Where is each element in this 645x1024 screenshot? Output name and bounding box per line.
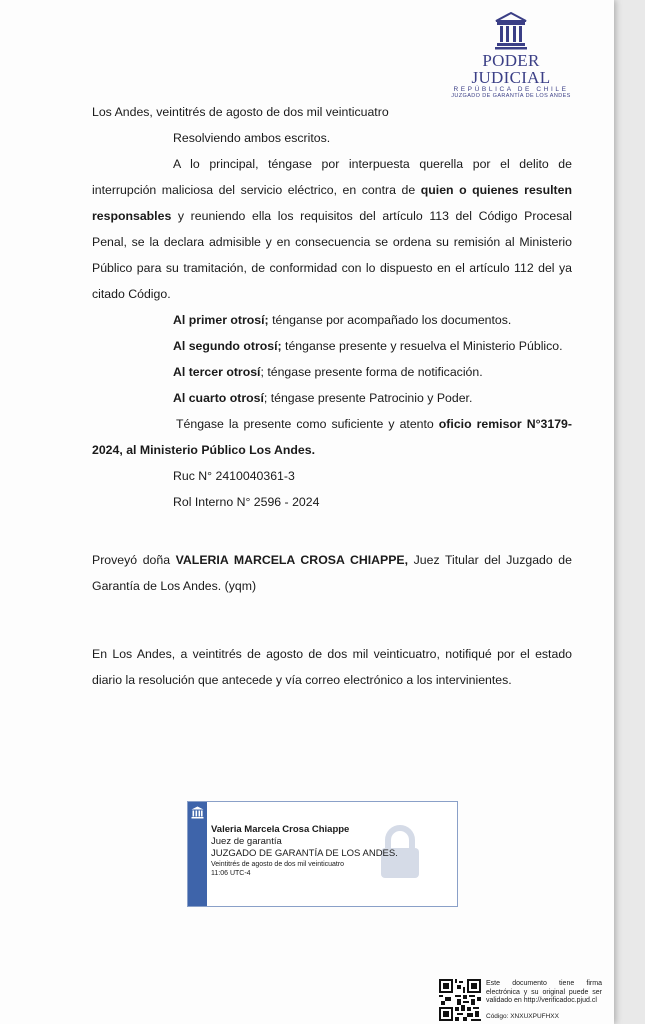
proveyo-paragraph: Proveyó doña VALERIA MARCELA CROSA CHIAPPE, Juez Titular del Juzgado de Garantía de Los Andes. (yqm) [92,553,572,593]
poder-judicial-logo [448,12,574,100]
court-name: JUZGADO DE GARANTÍA DE LOS ANDES [451,93,571,99]
org-name: PODER JUDICIAL [471,51,551,87]
otrosi-4: Al cuarto otrosí; téngase presente Patrocinio y Poder. [173,391,473,405]
electronic-signature-box [187,801,458,907]
otrosi-3: Al tercer otrosí; téngase presente forma de notificación. [173,365,483,379]
resolution-body [92,99,572,693]
country-name: REPÚBLICA DE CHILE [453,86,569,93]
signature-date: Veintitrés de agosto de dos mil veinticuatro [211,861,345,868]
resolving-line: Resolviendo ambos escritos. [173,131,331,145]
judge-name-bold: VALERIA MARCELA CROSA CHIAPPE, [175,553,409,567]
oficio-paragraph: Téngase la presente como suficiente y atento oficio remisor N°3179-2024, al Ministerio Público Los Andes. [92,417,572,457]
main-paragraph: A lo principal, téngase por interpuesta querella por el delito de interrupción maliciosa del servicio eléctrico, en contra de quien o quienes resulten responsables y reuniendo ella los requisitos del artículo 113 del Código Procesal Penal, se la declara admisible y en consecuencia se ordena su remisión al Ministerio Público para su tramitación, de conformidad con lo dispuesto en el artículo 112 del ya citado Código. [92,157,573,301]
accused-bold: quien o quienes resulten responsables [92,183,573,223]
notification-paragraph: En Los Andes, a veintitrés de agosto de dos mil veinticuatro, notifiqué por el estado diario la resolución que antecede y vía correo electrónico a los intervinientes. [92,647,572,687]
signature-sidebar [188,802,207,906]
verification-code: Código: XNXUXPUFHXX [486,1013,559,1020]
signature-text [211,824,398,878]
courthouse-small-icon [191,806,204,819]
qr-code-icon [439,979,481,1021]
rol-line: Rol Interno N° 2596 - 2024 [173,495,320,509]
oficio-bold: oficio remisor N°3179-2024, al Ministerio Público Los Andes. [92,417,572,457]
date-line: Los Andes, veintitrés de agosto de dos mil veinticuatro [92,105,389,119]
signer-role: Juez de garantía [211,836,282,847]
ruc-line: Ruc N° 2410040361-3 [173,469,295,483]
signer-court: JUZGADO DE GARANTÍA DE LOS ANDES. [211,848,398,859]
signer-name: Valeria Marcela Crosa Chiappe [211,824,350,835]
otrosi-2: Al segundo otrosí; ténganse presente y resuelva el Ministerio Público. [173,339,563,353]
otrosi-1: Al primer otrosí; ténganse por acompañado los documentos. [173,313,512,327]
verification-note: Este documento tiene firma electrónica y su original puede ser validado en http://verificadoc.pjud.cl [486,980,602,1004]
courthouse-icon [494,12,528,50]
signature-time: 11:06 UTC-4 [211,870,251,877]
